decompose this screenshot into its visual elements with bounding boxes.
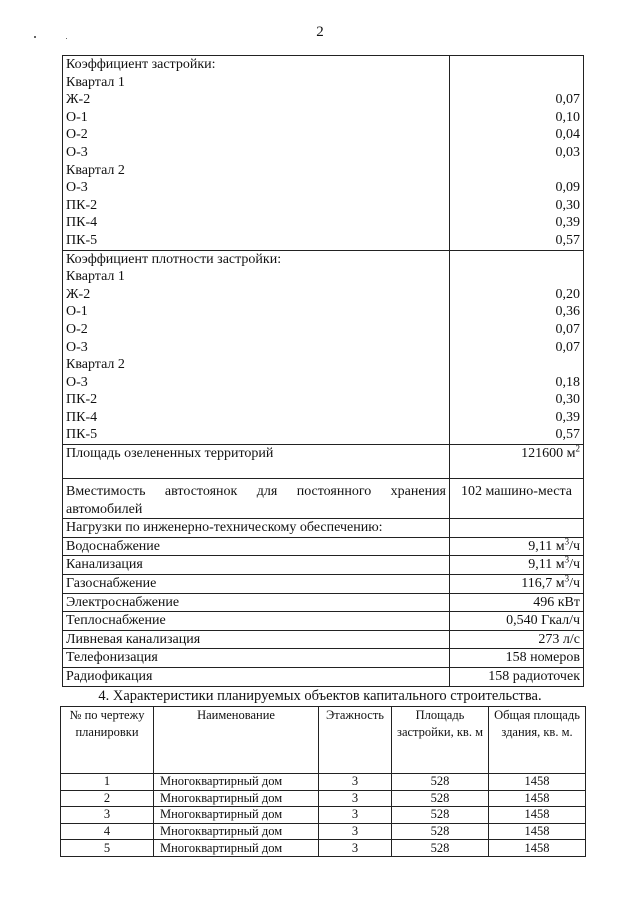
utility-row [63, 575, 584, 594]
zone-label: ПК-5 [66, 427, 98, 443]
utility-label: Канализация [63, 556, 450, 575]
cell-num: 1 [61, 774, 154, 791]
ratio-value: 0,39 [555, 215, 580, 231]
header-num: № по чертежу планировки [61, 707, 154, 774]
zone-label: О-3 [66, 374, 88, 390]
cell-footprint: 528 [392, 790, 489, 807]
ratio-value: 0,36 [555, 304, 580, 320]
density-ratio-values [450, 250, 584, 445]
zone-label: Ж-2 [66, 92, 91, 108]
zone-label: О-1 [66, 109, 88, 125]
utility-label: Водоснабжение [63, 537, 450, 556]
density-ratio-row [63, 250, 584, 445]
cell-total-area: 1458 [489, 790, 586, 807]
building-ratio-heading: Коэффициент застройки: [66, 57, 216, 72]
ratio-value: 0,18 [555, 374, 580, 390]
block-name: Квартал 1 [66, 74, 125, 90]
cell-total-area: 1458 [489, 807, 586, 824]
zone-label: О-2 [66, 127, 88, 143]
cell-floors: 3 [319, 807, 392, 824]
ratio-value: 0,07 [555, 92, 580, 108]
zone-label: Ж-2 [66, 286, 91, 302]
cell-floors: 3 [319, 790, 392, 807]
cell-floors: 3 [319, 774, 392, 791]
header-footprint: Площадь застройки, кв. м [392, 707, 489, 774]
utility-label: Электроснабжение [63, 593, 450, 612]
ratio-value: 0,09 [555, 180, 580, 196]
utility-label: Теплоснабжение [63, 612, 450, 631]
green-area-number: 121600 м [521, 446, 576, 462]
green-area-label: Площадь озелененных территорий [63, 445, 450, 479]
ratio-value: 0,57 [555, 232, 580, 248]
utility-row [63, 630, 584, 649]
utility-row [63, 556, 584, 575]
parking-value: 102 машино-места [450, 479, 584, 519]
cell-footprint: 528 [392, 840, 489, 857]
zone-label: ПК-4 [66, 409, 98, 425]
utility-value: 158 номеров [450, 649, 584, 668]
block-name: Квартал 2 [66, 162, 125, 178]
utility-row [63, 649, 584, 668]
cell-num: 5 [61, 840, 154, 857]
cell-num: 3 [61, 807, 154, 824]
cell-name: Многоквартирный дом [154, 823, 319, 840]
ratio-value: 0,04 [555, 127, 580, 143]
cell-name: Многоквартирный дом [154, 840, 319, 857]
ratio-value: 0,57 [555, 427, 580, 443]
table-row [61, 823, 586, 840]
utility-row [63, 593, 584, 612]
utility-row [63, 668, 584, 687]
zone-label: О-3 [66, 180, 88, 196]
zone-label: О-3 [66, 339, 88, 355]
building-ratio-labels [63, 56, 450, 251]
cell-footprint: 528 [392, 807, 489, 824]
parking-label-text: Вместимость автостоянок для постоянного хранения автомобилей [66, 484, 446, 517]
utility-label: Телефонизация [63, 649, 450, 668]
green-area-value [450, 445, 584, 479]
utility-value: 9,11 $м^3/ч$ [450, 556, 584, 575]
ratio-value: 0,07 [555, 339, 580, 355]
objects-header-row [61, 707, 586, 774]
table-row [61, 774, 586, 791]
cell-total-area: 1458 [489, 823, 586, 840]
ratio-value: 0,30 [555, 392, 580, 408]
parking-label [63, 479, 450, 519]
density-ratio-heading: Коэффициент плотности застройки: [66, 251, 282, 267]
cell-total-area: 1458 [489, 840, 586, 857]
zone-label: ПК-2 [66, 392, 98, 408]
utility-row [63, 612, 584, 631]
cell-name: Многоквартирный дом [154, 790, 319, 807]
section-title: 4. Характеристики планируемых объектов капитального строительства. [98, 688, 542, 704]
building-ratio-row [63, 56, 584, 251]
zone-label: О-1 [66, 304, 88, 320]
utility-row [63, 537, 584, 556]
cell-floors: 3 [319, 840, 392, 857]
cell-name: Многоквартирный дом [154, 774, 319, 791]
utility-label: Ливневая канализация [63, 630, 450, 649]
building-ratio-values [450, 56, 584, 251]
cell-footprint: 528 [392, 823, 489, 840]
utility-value: 116,7 $м^3/ч$ [450, 575, 584, 594]
utility-value: 158 радиоточек [450, 668, 584, 687]
green-area-row [63, 445, 584, 479]
ratio-value: 0,39 [555, 409, 580, 425]
cell-name: Многоквартирный дом [154, 807, 319, 824]
zone-label: О-2 [66, 321, 88, 337]
table-row [61, 790, 586, 807]
ratio-value: 0,30 [555, 197, 580, 213]
zone-label: ПК-5 [66, 232, 98, 248]
ratio-value: 0,07 [555, 321, 580, 337]
parking-row [63, 479, 584, 519]
utility-value: 9,11 $м^3/ч$ [450, 537, 584, 556]
block-name: Квартал 1 [66, 269, 125, 285]
zone-label: ПК-2 [66, 197, 98, 213]
density-ratio-labels [63, 250, 450, 445]
zone-label: ПК-4 [66, 215, 98, 231]
ratio-value: 0,20 [555, 286, 580, 302]
utility-value: 0,540 Гкал/ч [450, 612, 584, 631]
header-floors: Этажность [319, 707, 392, 774]
utilities-heading: Нагрузки по инженерно-техническому обеспечению: [63, 519, 450, 538]
header-name: Наименование [154, 707, 319, 774]
parameters-table [62, 55, 584, 687]
ratio-value: 0,03 [555, 144, 580, 160]
utility-value: 496 кВт [450, 593, 584, 612]
table-row [61, 840, 586, 857]
utility-value: 273 л/с [450, 630, 584, 649]
unit-superscript: 2 [575, 443, 580, 454]
utility-label: Радиофикация [63, 668, 450, 687]
cell-num: 4 [61, 823, 154, 840]
objects-table [60, 706, 586, 857]
utilities-heading-row [63, 519, 584, 538]
zone-label: О-3 [66, 144, 88, 160]
block-name: Квартал 2 [66, 357, 125, 373]
cell-footprint: 528 [392, 774, 489, 791]
cell-num: 2 [61, 790, 154, 807]
header-total-area: Общая площадь здания, кв. м. [489, 707, 586, 774]
table-row [61, 807, 586, 824]
utility-label: Газоснабжение [63, 575, 450, 594]
page-number: 2 [316, 24, 324, 40]
ratio-value: 0,10 [555, 109, 580, 125]
cell-total-area: 1458 [489, 774, 586, 791]
cell-floors: 3 [319, 823, 392, 840]
